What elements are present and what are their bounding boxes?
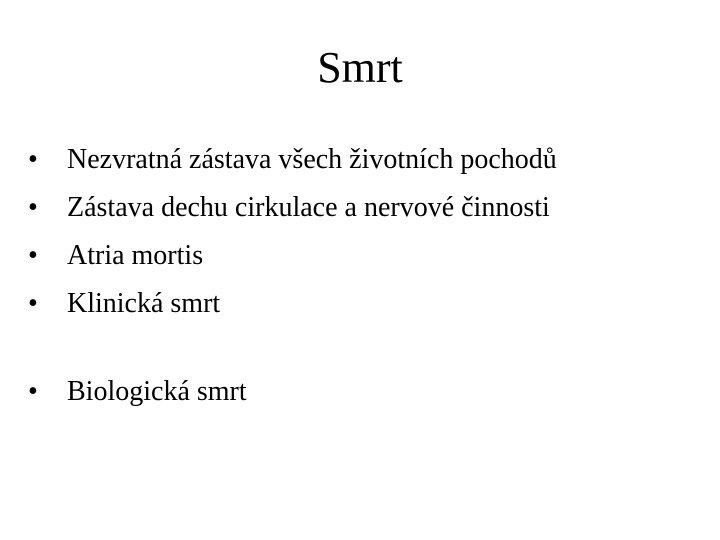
- list-item: [0, 138, 720, 182]
- bullet-text: Nezvratná zástava všech životních pochodů: [67, 144, 557, 175]
- bullet-marker: •: [28, 240, 38, 271]
- bullet-marker: •: [28, 288, 38, 319]
- list-item: [0, 234, 720, 278]
- list-item: [0, 282, 720, 326]
- slide-title: Smrt: [317, 43, 403, 92]
- bullet-text: Klinická smrt: [67, 288, 221, 319]
- list-item: [0, 370, 720, 414]
- bullet-text: Atria mortis: [67, 240, 204, 271]
- bullet-marker: •: [28, 376, 38, 407]
- bullet-marker: •: [28, 192, 38, 223]
- bullet-marker: •: [28, 144, 38, 175]
- bullet-text: Zástava dechu cirkulace a nervové činnosti: [67, 192, 550, 223]
- list-item: [0, 186, 720, 230]
- bullet-text: Biologická smrt: [67, 376, 247, 407]
